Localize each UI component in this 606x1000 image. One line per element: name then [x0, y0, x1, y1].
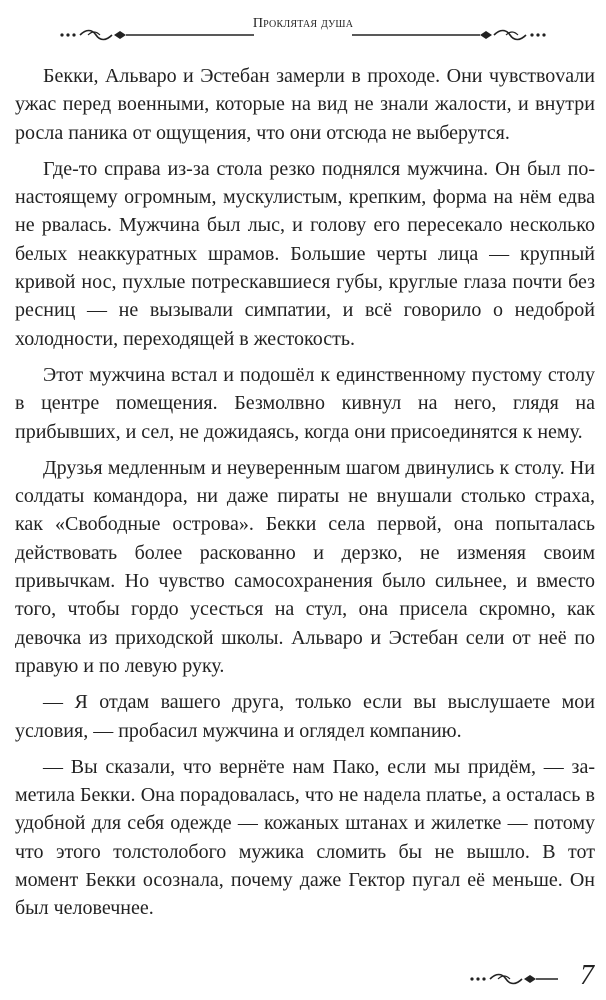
running-head — [0, 8, 606, 52]
right-ornament-icon — [352, 28, 548, 42]
paragraph: Друзья медленным и неуверенным шагом двинулись к столу. Ни солдаты командора, ни даже пираты не внушали столько страха, как «Свободные острова». Бекки села первой, она попыталась действовать более раскованно и дерзко, не изменяя своим привычкам. Но чувство самосохранения было сильнее, и вместо того, чтобы гордо усесться на стул, она присела скромно, как девочка из приходской школы. Альваро и Эстебан сели от неё по правую и по левую руку. — [15, 456, 595, 677]
paragraph: Этот мужчина встал и подошёл к единственному пустому столу в центре помещения. Безмолвно кивнул на него, глядя на прибывших, и сел, не дожидаясь, когда они присоединятся к нему. — [15, 363, 595, 443]
paragraph: — Я отдам вашего друга, только если вы выслушаете мои условия, — пробасил мужчина и оглядел компанию. — [15, 691, 595, 742]
paragraph: Бекки, Альваро и Эстебан замерли в проходе. Они чувствоvали ужас перед военными, которые на вид не знали жалости, и внутри росла паника от ощущения, что они отсюда не выберутся. — [15, 65, 595, 144]
paragraph: Где-то справа из-за стола резко поднялся мужчина. Он был по-настоящему огромным, мускулистым, крепким, форма на нём едва не рвалась. Мужчина был лыс, и голову его пересекало несколько белых неаккуратных шрамов. Большие черты лица — крупный кривой нос, пухлые потрескавшиеся губы, круглые глаза почти без ресниц — не вызывали симпатии, и всё говорило о недоброй холодности, переходящей в жестокость. — [15, 157, 595, 350]
running-head-title: Проклятая душа — [252, 16, 354, 31]
footer-ornament-icon — [468, 972, 560, 986]
page-number: 7 — [580, 960, 594, 991]
paragraph: — Вы сказали, что вернёте нам Пако, если мы придём, — заметила Бекки. Она порадовалась, что не надела платье, а осталась в удобной для себя одежде — кожаных штанах и жилетке — потому что этого толстолобого мужика сломить бы не вышло. В тот момент Бекки осознала, почему даже Гектор пугал её меньше. Он был человечнее. — [15, 755, 595, 920]
page-footer — [0, 958, 606, 998]
body-text — [15, 62, 595, 931]
